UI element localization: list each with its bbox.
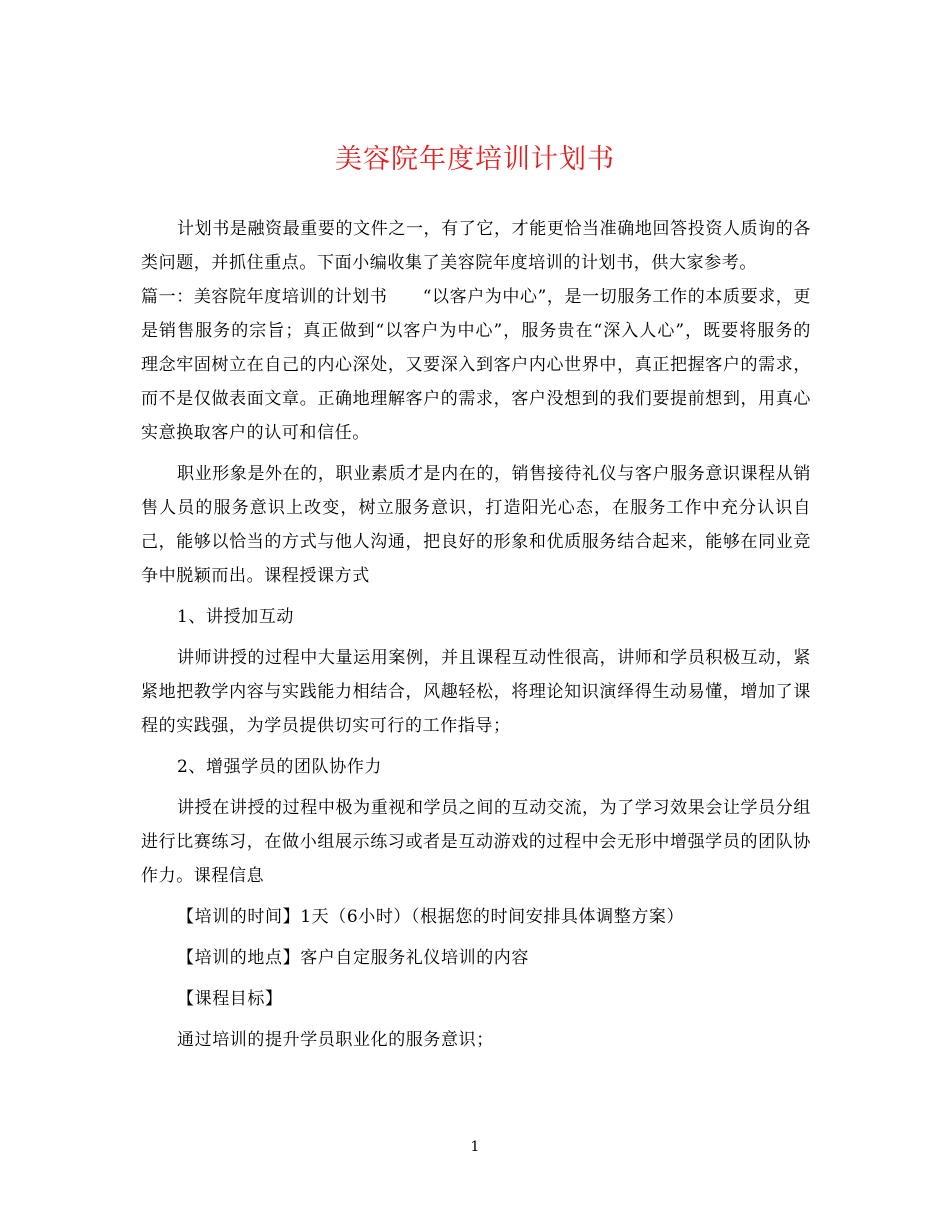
heading-team-collaboration: 2、增强学员的团队协作力 [177, 757, 383, 777]
document-body [141, 212, 811, 1057]
paragraph-intro: 计划书是融资最重要的文件之一，有了它，才能更恰当准确地回答投资人质询的各类问题，并抓住重点。下面小编收集了美容院年度培训的计划书，供大家参考。 [141, 219, 811, 273]
heading-course-goals: 【课程目标】 [177, 989, 283, 1009]
paragraph-professional-image: 职业形象是外在的，职业素质才是内在的，销售接待礼仪与客户服务意识课程从销售人员的服务意识上改变，树立服务意识，打造阳光心态，在服务工作中充分认识自己，能够以恰当的方式与他人沟通，把良好的形象和优质服务结合起来，能够在同业竞争中脱颖而出。课程授课方式 [141, 464, 811, 586]
paragraph-training-time: 【培训的时间】1天（6小时）（根据您的时间安排具体调整方案） [177, 907, 685, 927]
paragraph-team-detail: 讲授在讲授的过程中极为重视和学员之间的互动交流，为了学习效果会让学员分组进行比赛练习，在做小组展示练习或者是互动游戏的过程中会无形中增强学员的团队协作力。课程信息 [141, 798, 811, 886]
paragraph-lecture-detail: 讲师讲授的过程中大量运用案例，并且课程互动性很高，讲师和学员积极互动，紧紧地把教学内容与实践能力相结合，风趣轻松，将理论知识演绎得生动易懂，增加了课程的实践强，为学员提供切实可行的工作指导； [141, 648, 811, 736]
paragraph-part-one: 篇一：美容院年度培训的计划书 “以客户为中心”，是一切服务工作的本质要求，更是销售服务的宗旨；真正做到“以客户为中心”，服务贵在“深入人心”，既要将服务的理念牢固树立在自己的内心深处，又要深入到客户内心世界中，真正把握客户的需求，而不是仅做表面文章。正确地理解客户的需求，客户没想到的我们要提前想到，用真心实意换取客户的认可和信任。 [141, 287, 811, 443]
document-title: 美容院年度培训计划书 [335, 144, 615, 175]
page-number: 1 [470, 1139, 480, 1155]
paragraph-training-location: 【培训的地点】客户自定服务礼仪培训的内容 [177, 948, 529, 968]
paragraph-course-goal-item: 通过培训的提升学员职业化的服务意识； [177, 1030, 494, 1050]
heading-lecture-interaction: 1、讲授加互动 [177, 607, 295, 627]
